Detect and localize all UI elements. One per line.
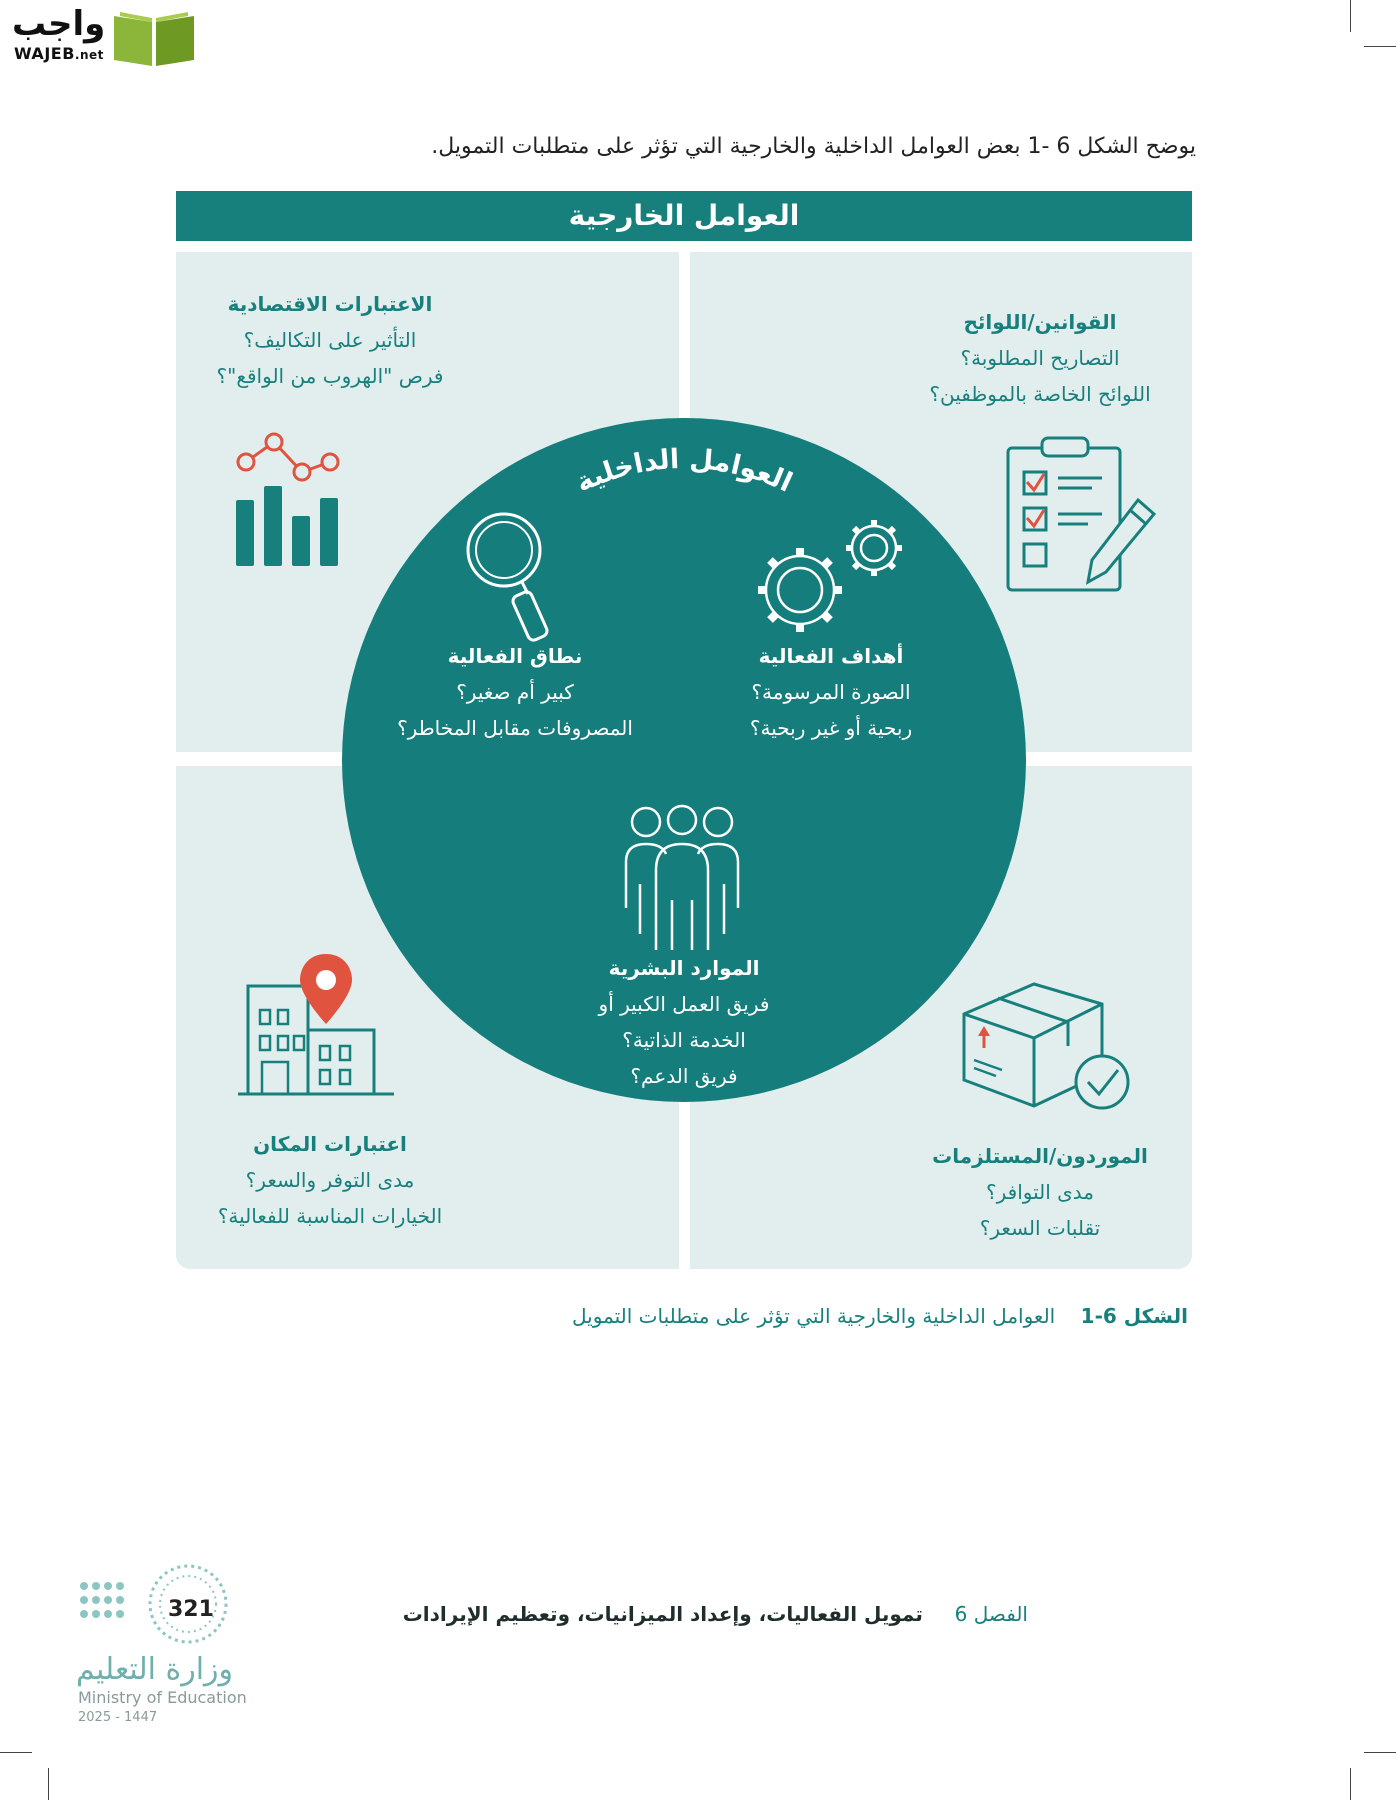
location-line: الخيارات المناسبة للفعالية؟ [217, 1204, 443, 1228]
footer-chapter: الفصل 6 [954, 1602, 1028, 1626]
svg-text:العوامل الداخلية: العوامل الداخلية [571, 443, 797, 499]
crop-mark [1350, 0, 1351, 32]
crop-mark [1364, 46, 1396, 47]
page-number: 321 [168, 1597, 214, 1622]
book-icon [112, 8, 196, 68]
team-people-icon [612, 804, 752, 954]
suppliers-block [900, 1138, 1180, 1246]
page-footer [403, 1602, 1028, 1626]
hr-line: الخدمة الذاتية؟ [622, 1028, 746, 1052]
caption-text: العوامل الداخلية والخارجية التي تؤثر على متطلبات التمويل [572, 1304, 1056, 1328]
scope-line: كبير أم صغير؟ [456, 680, 574, 704]
intro-paragraph: يوضح الشكل 6 -1 بعض العوامل الداخلية والخارجية التي تؤثر على متطلبات التمويل. [431, 134, 1196, 159]
goals-line: الصورة المرسومة؟ [751, 680, 911, 704]
economic-line: فرص "الهروب من الواقع"؟ [216, 364, 444, 388]
scope-block [384, 638, 646, 746]
scope-line: المصروفات مقابل المخاطر؟ [397, 716, 633, 740]
logo-arabic-text: واجب [12, 4, 106, 44]
laws-block [900, 304, 1180, 412]
building-location-icon [236, 950, 396, 1098]
magnifier-icon [462, 508, 556, 644]
wajeb-logo[interactable] [10, 4, 190, 68]
hr-title: الموارد البشرية [608, 956, 760, 980]
scope-title: نطاق الفعالية [447, 644, 583, 668]
crop-mark [1350, 1768, 1351, 1800]
location-title: اعتبارات المكان [253, 1132, 407, 1156]
economic-title: الاعتبارات الاقتصادية [227, 292, 433, 316]
goals-line: ربحية أو غير ربحية؟ [749, 716, 913, 740]
crop-mark [48, 1768, 49, 1800]
logo-english-text: WAJEB.net [14, 44, 104, 63]
laws-line: التصاريح المطلوبة؟ [960, 346, 1120, 370]
economic-line: التأثير على التكاليف؟ [243, 328, 417, 352]
external-factors-banner: العوامل الخارجية [176, 191, 1192, 241]
checklist-clipboard-icon [1002, 432, 1162, 596]
figure-caption [572, 1304, 1188, 1328]
footer-title: تمويل الفعاليات، وإعداد الميزانيات، وتعظيم الإيرادات [402, 1602, 923, 1626]
ministry-english: Ministry of Education [78, 1688, 247, 1707]
hr-line: فريق العمل الكبير أو [598, 992, 770, 1016]
ministry-emblem-icon [76, 1560, 246, 1650]
suppliers-line: مدى التوافر؟ [985, 1180, 1094, 1204]
economic-block [180, 286, 480, 394]
delivery-box-icon [958, 976, 1134, 1116]
laws-line: اللوائح الخاصة بالموظفين؟ [929, 382, 1151, 406]
caption-label: الشكل 6-1 [1080, 1304, 1188, 1328]
location-line: مدى التوفر والسعر؟ [245, 1168, 415, 1192]
crop-mark [0, 1752, 32, 1753]
crop-mark [1364, 1752, 1396, 1753]
suppliers-title: الموردون/المستلزمات [932, 1144, 1148, 1168]
ministry-arabic: وزارة التعليم [76, 1652, 234, 1687]
gears-icon [748, 512, 912, 642]
goals-block [706, 638, 956, 746]
location-block [180, 1126, 480, 1234]
laws-title: القوانين/اللوائح [963, 310, 1117, 334]
ministry-years: 2025 - 1447 [78, 1710, 158, 1725]
hr-line: فريق الدعم؟ [630, 1064, 738, 1088]
internal-factors-title [542, 418, 826, 518]
hr-block [564, 950, 804, 1094]
analytics-chart-icon [230, 428, 348, 568]
suppliers-line: تقلبات السعر؟ [979, 1216, 1101, 1240]
goals-title: أهداف الفعالية [758, 644, 904, 668]
